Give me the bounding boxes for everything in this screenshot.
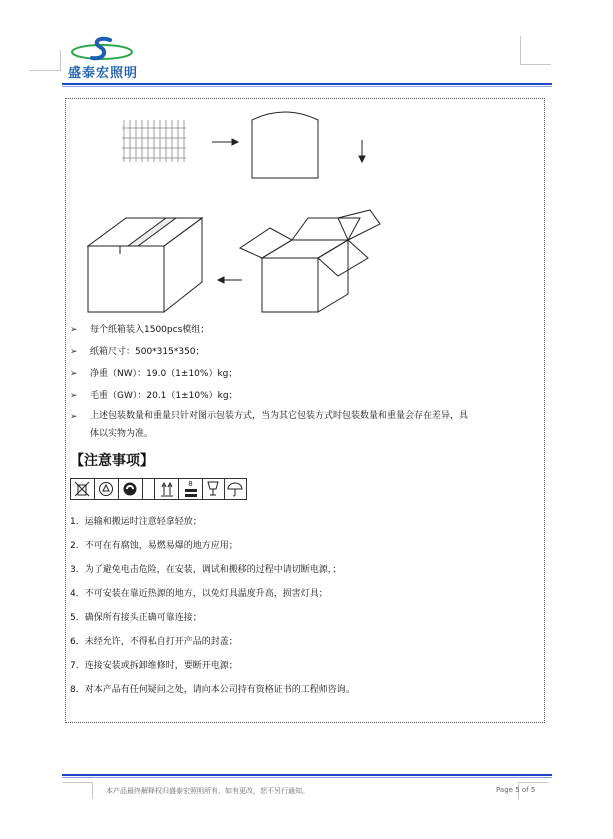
bullet-icon: ➢: [70, 391, 78, 401]
company-name: 盛泰宏照明: [68, 66, 139, 81]
packing-note: 纸箱尺寸：500*315*350；: [90, 347, 205, 357]
stack-limit-value: 8: [188, 480, 193, 488]
page-number: [496, 786, 535, 794]
sealed-carton-icon: [88, 218, 202, 312]
section-title: 【注意事项】: [70, 453, 154, 469]
crop-mark: [62, 782, 93, 799]
footer-rule: [62, 774, 552, 776]
footer-rule-thin: [62, 777, 552, 778]
page-total: 5: [530, 786, 536, 794]
precaution-item: 8．对本产品有任何疑问之处，请向本公司持有资格证书的工程师咨询。: [70, 685, 355, 695]
precaution-item: 5．确保所有接头正确可靠连接；: [70, 613, 202, 623]
packing-bag-icon: [252, 112, 318, 178]
packaging-diagram: [80, 100, 420, 320]
packing-note: 毛重（GW）：20.1（1±10%）kg；: [90, 391, 238, 401]
crop-mark: [520, 36, 551, 65]
icon-gap: [143, 479, 155, 499]
precaution-item: 3．为了避免电击危险，在安装，调试和搬移的过程中请切断电源，；: [70, 565, 342, 575]
bullet-icon: ➢: [70, 369, 78, 379]
bullet-icon: ➢: [70, 412, 78, 422]
packing-note: 每个纸箱装入1500pcs模组；: [90, 325, 210, 335]
packing-note: 上述包装数量和重量只针对图示包装方式，当为其它包装方式时包装数量和重量会存在差异，具: [90, 411, 469, 421]
precaution-item: 1．运输和搬运时注意轻拿轻放；: [70, 517, 202, 527]
green-dot-icon: [119, 479, 143, 499]
keep-dry-icon: [225, 479, 246, 499]
bullet-icon: ➢: [70, 347, 78, 357]
fragile-icon: [203, 479, 225, 499]
precaution-item: 7．连接安装或拆卸维修时，要断开电源；: [70, 661, 238, 671]
page-of: of: [521, 786, 529, 794]
arrow-down-icon: [359, 140, 365, 162]
precaution-item: 6．未经允许，不得私自打开产品的封盖；: [70, 637, 238, 647]
no-trash-icon: [71, 479, 95, 499]
arrow-right-icon: [212, 139, 238, 145]
precaution-item: 2．不可在有腐蚀，易燃易爆的地方应用；: [70, 541, 238, 551]
handling-symbols: [70, 478, 247, 500]
packing-note: 净重（NW）：19.0（1±10%）kg；: [90, 369, 238, 379]
header-rule-thin: [62, 86, 552, 87]
bullet-icon: ➢: [70, 325, 78, 335]
footer-notice: 本产品最终解释权归盛泰宏照明所有，如有更改，恕不另行通知。: [106, 787, 309, 795]
precaution-item: 4．不可安装在靠近热源的地方，以免灯具温度升高，损害灯具；: [70, 589, 328, 599]
this-way-up-icon: [155, 479, 179, 499]
page-current: 5: [515, 786, 520, 794]
open-carton-icon: [240, 210, 380, 312]
crop-mark: [30, 50, 61, 71]
led-module-bundle-icon: [122, 120, 186, 162]
header-rule: [62, 83, 552, 85]
stack-limit-icon: [179, 479, 203, 499]
company-logo-icon: [70, 36, 140, 64]
arrow-left-icon: [218, 277, 242, 283]
recycle-icon: [95, 479, 119, 499]
page-prefix: Page: [496, 786, 513, 794]
packing-note: 体以实物为准。: [90, 429, 154, 439]
